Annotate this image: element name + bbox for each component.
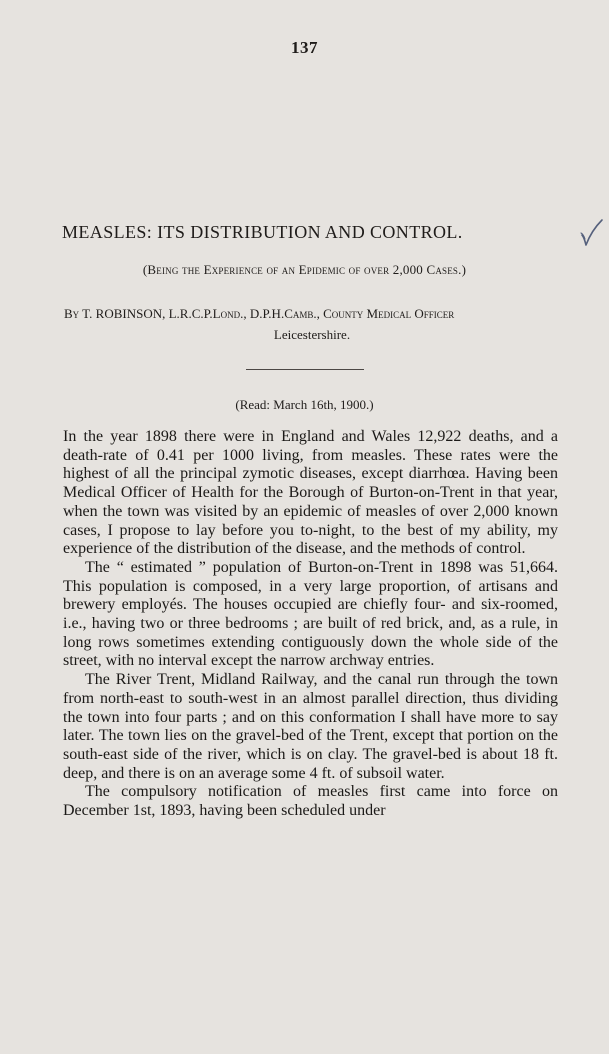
- check-mark-icon: [580, 219, 604, 249]
- paragraph-4: The compulsory notification of measles first came into force on December 1st, 1893, having been scheduled under: [63, 783, 558, 820]
- paragraph-3: The River Trent, Midland Railway, and the canal run through the town from north-east to south-west in an almost parallel direction, thus dividing the town into four parts ; and on this conformation I shall have more to say later. The town lies on the gravel-bed of the Trent, except that portion on the south-east side of the river, which is on clay. The gravel-bed is about 18 ft. deep, and there is on an average some 4 ft. of subsoil water.: [63, 671, 558, 782]
- author-name: By T. ROBINSON, L.R.C.P.Lond., D.P.H.Camb., County Medical Officer: [64, 306, 455, 321]
- section-rule: [246, 369, 364, 370]
- article-subtitle: (Being the Experience of an Epidemic of over 2,000 Cases.): [142, 262, 467, 277]
- author-block: [64, 303, 560, 345]
- author-location: Leicestershire.: [273, 327, 351, 342]
- read-date: (Read: March 16th, 1900.): [235, 397, 374, 412]
- page-number: 137: [291, 38, 318, 57]
- article-title: MEASLES: ITS DISTRIBUTION AND CONTROL.: [62, 222, 463, 242]
- paragraph-2: The “ estimated ” population of Burton-on-Trent in 1898 was 51,664. This population is composed, in a very large proportion, of artisans and brewery employés. The houses occupied are chiefly four- and six-roomed, i.e., having two or three bedrooms ; are built of red brick, and, as a rule, in long rows sometimes extending contiguously down the whole side of the street, with no interval except the narrow archway entries.: [63, 558, 558, 670]
- paragraph-1: In the year 1898 there were in England and Wales 12,922 deaths, and a death-rate of 0.41 per 1000 living, from measles. These rates were the highest of all the principal zymotic diseases, except diarrhœa. Having been Medical Officer of Health for the Borough of Burton-on-Trent in that year, when the town was visited by an epidemic of measles of over 2,000 known cases, I propose to lay before you to-night, to the best of my ability, my experience of the distribution of the disease, and the methods of control.: [63, 428, 558, 558]
- article-body: [63, 428, 558, 821]
